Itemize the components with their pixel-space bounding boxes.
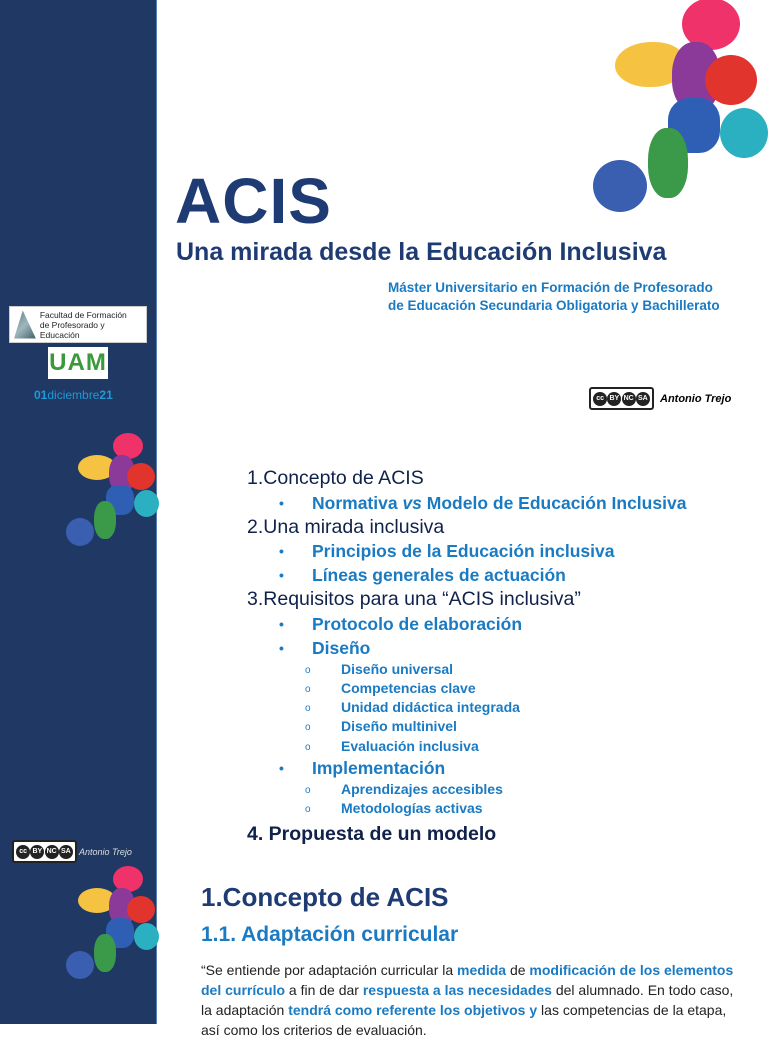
colorful-figure-large bbox=[590, 0, 768, 215]
table-of-contents bbox=[247, 466, 767, 846]
cc-license-icon: cc BY NC SA bbox=[12, 840, 77, 863]
toc-item: 4. Propuesta de un modelo bbox=[247, 822, 497, 845]
author-name: Antonio Trejo bbox=[660, 392, 732, 405]
toc-subitem: • Principios de la Educación inclusiva bbox=[247, 539, 767, 563]
toc-subsubitem: o Aprendizajes accesibles bbox=[247, 780, 767, 799]
toc-subsubitem: o Evaluación inclusiva bbox=[247, 737, 767, 756]
slide-title bbox=[0, 0, 768, 433]
slide-index bbox=[0, 433, 768, 866]
presentation-subtitle: Una mirada desde la Educación Inclusiva bbox=[176, 238, 667, 266]
toc-subitem: • Diseño bbox=[247, 636, 767, 660]
date-day: 01 bbox=[34, 388, 48, 402]
toc-subitem: • Protocolo de elaboración bbox=[247, 612, 767, 636]
ship-icon bbox=[14, 311, 36, 339]
toc-subitem: • Normativa vs Modelo de Educación Inclusiva bbox=[247, 491, 767, 515]
toc-subsubitem: o Diseño multinivel bbox=[247, 717, 767, 736]
section-subtitle: 1.1. Adaptación curricular bbox=[201, 923, 459, 946]
uam-logo: UAM bbox=[48, 347, 108, 379]
toc-subitem: • Líneas generales de actuación bbox=[247, 563, 767, 587]
license-badge bbox=[589, 387, 731, 410]
cc-license-icon: cc BY NC SA bbox=[589, 387, 654, 410]
toc-subsubitem: o Metodologías activas bbox=[247, 799, 767, 818]
date-year: 21 bbox=[99, 388, 113, 402]
master-line-2: de Educación Secundaria Obligatoria y Bachillerato bbox=[388, 298, 720, 313]
faculty-logo-line-2: de Profesorado y Educación bbox=[39, 319, 105, 340]
toc-item: 1.Concepto de ACIS bbox=[247, 467, 424, 489]
toc-subsubitem: o Competencias clave bbox=[247, 679, 767, 698]
faculty-logo-line-1: Facultad de Formación bbox=[39, 309, 127, 320]
colorful-figure-small bbox=[64, 433, 159, 548]
master-program bbox=[388, 279, 720, 315]
toc-subsubitem: o Unidad didáctica integrada bbox=[247, 698, 767, 717]
colorful-figure-small bbox=[64, 866, 159, 981]
faculty-logo bbox=[9, 306, 147, 343]
toc-subitem: • Implementación bbox=[247, 756, 767, 780]
toc-item: 2.Una mirada inclusiva bbox=[247, 515, 445, 538]
toc-subsubitem: o Diseño universal bbox=[247, 660, 767, 679]
toc-item: 3.Requisitos para una “ACIS inclusiva” bbox=[247, 588, 581, 610]
section-title: 1.Concepto de ACIS bbox=[201, 882, 449, 912]
master-line-1: Máster Universitario en Formación de Profesorado bbox=[388, 280, 713, 295]
presentation-date bbox=[34, 388, 113, 402]
presentation-title: ACIS bbox=[175, 165, 332, 237]
author-name: Antonio Trejo bbox=[79, 846, 132, 857]
date-month: diciembre bbox=[47, 388, 100, 402]
license-badge bbox=[12, 840, 132, 863]
slide-concept bbox=[0, 866, 768, 1038]
definition-quote: “Se entiende por adaptación curricular la medida de modificación de los elementos del currículo a fin de dar respuesta a las necesidades del alumnado. En todo caso, la adaptación tendrá como referente los objetivos y las competencias de la etapa, así como los criterios de evaluación. bbox=[201, 962, 734, 1038]
